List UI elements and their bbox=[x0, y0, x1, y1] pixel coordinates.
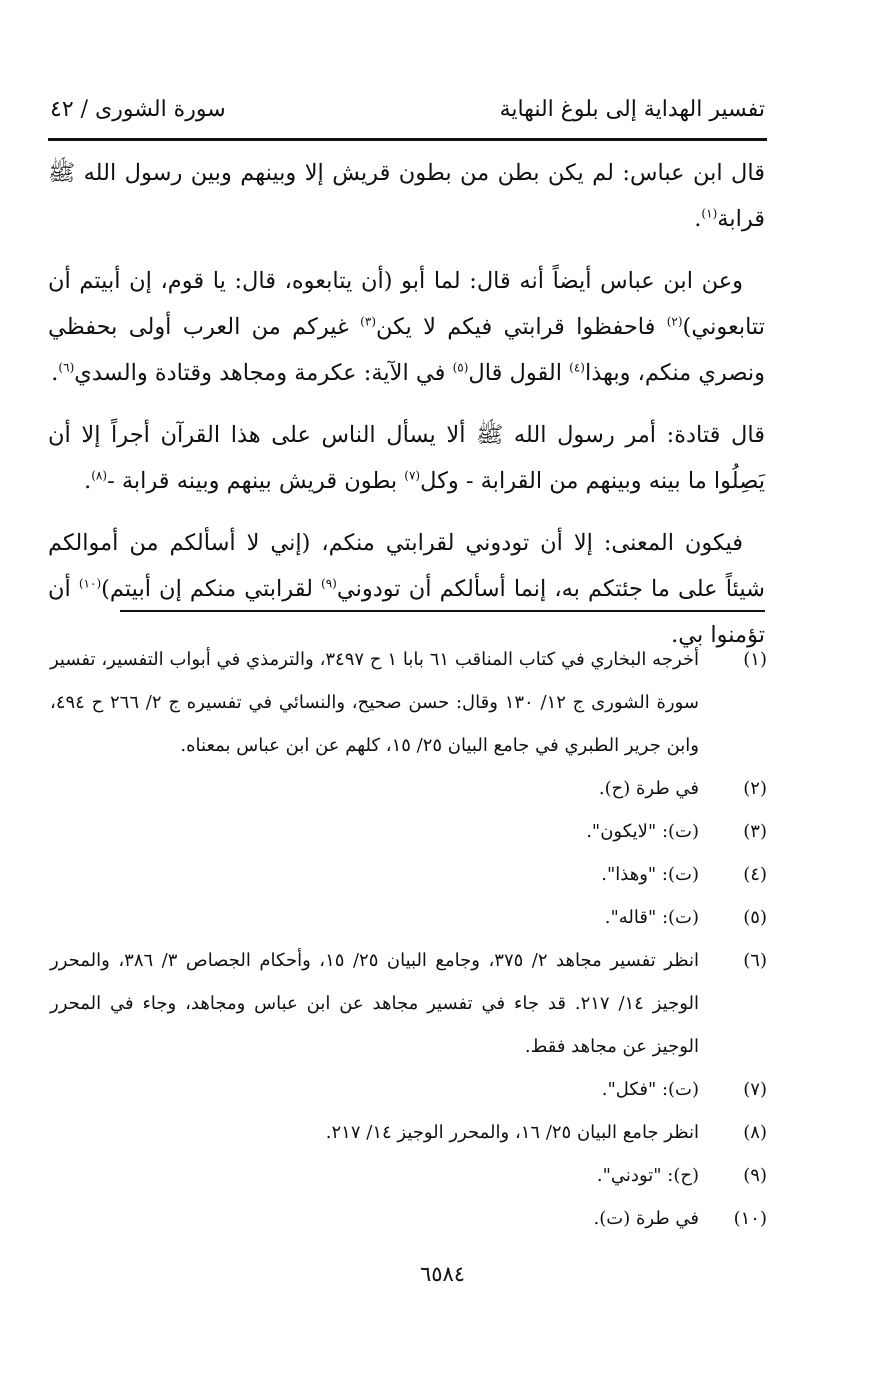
footnote-item bbox=[50, 1154, 767, 1197]
header-rule bbox=[48, 138, 767, 141]
footnote-item bbox=[50, 1068, 767, 1111]
text-segment: . bbox=[694, 206, 702, 232]
footnote-number: (١٠) bbox=[733, 1208, 767, 1229]
footnote-text: انظر تفسير مجاهد ٢/ ٣٧٥، وجامع البيان ٢٥/ ١٥، وأحكام الجصاص ٣/ ٣٨٦، والمحرر الوجيز ١٤/ ٢١٧. قد جاء في تفسير مجاهد عن ابن عباس ومجاهد، وجاء في المحرر الوجيز عن مجاهد فقط. bbox=[50, 950, 699, 1057]
paragraph-1 bbox=[48, 150, 765, 242]
text-segment: أن تؤمنوا بي. bbox=[48, 576, 765, 648]
footnote-number: (٧) bbox=[743, 1079, 767, 1100]
text-segment: لقرابتي منكم إن أبيتم) bbox=[101, 576, 322, 602]
text-segment: . bbox=[51, 360, 59, 386]
text-segment: القول قال bbox=[468, 360, 570, 386]
text-segment: فاحفظوا قرابتي فيكم لا يكن bbox=[376, 314, 667, 340]
footnote-number: (٦) bbox=[743, 950, 767, 971]
footnote-ref[interactable]: (٨) bbox=[91, 468, 108, 483]
footnote-item bbox=[50, 767, 767, 810]
paragraph-3 bbox=[48, 412, 765, 504]
main-text bbox=[48, 150, 765, 674]
footnote-ref[interactable]: (٣) bbox=[360, 314, 376, 329]
text-segment: بطون قريش بينهم وبينه قرابة - bbox=[107, 468, 405, 494]
footnote-ref[interactable]: (٦) bbox=[58, 360, 75, 375]
footnote-number: (٣) bbox=[743, 821, 767, 842]
paragraph-2 bbox=[48, 258, 765, 396]
footnote-ref[interactable]: (٢) bbox=[666, 314, 683, 329]
text-segment: غيركم من العرب أولى بحفظي ونصري منكم، وبهذا bbox=[48, 314, 765, 386]
footnote-number: (١) bbox=[743, 649, 767, 670]
footnote-number: (٤) bbox=[743, 864, 767, 885]
footnote-text: أخرجه البخاري في كتاب المناقب ٦١ بابا ١ ح ٣٤٩٧، والترمذي في أبواب التفسير، تفسير سورة الشورى ج ١٢/ ١٣٠ وقال: حسن صحيح، والنسائي في تفسيره ج ٢/ ٢٦٦ ح ٤٩٤، وابن جرير الطبري في جامع البيان ٢٥/ ١٥، كلهم عن ابن عباس بمعناه. bbox=[50, 649, 700, 756]
footnote-item bbox=[50, 896, 767, 939]
footnote-number: (٢) bbox=[743, 778, 767, 799]
footnote-ref[interactable]: (٧) bbox=[404, 468, 421, 483]
footnote-number: (٨) bbox=[743, 1122, 767, 1143]
footnote-text: (ت): "وهذا". bbox=[601, 864, 699, 885]
footnote-number: (٥) bbox=[743, 907, 767, 928]
footnote-text: (ت): "فكل". bbox=[601, 1079, 699, 1100]
footnote-ref[interactable]: (٤) bbox=[569, 360, 585, 375]
footnote-ref[interactable]: (١) bbox=[701, 206, 718, 221]
running-header bbox=[50, 95, 765, 125]
footnote-item bbox=[50, 1197, 767, 1240]
footnote-item bbox=[50, 810, 767, 853]
footnote-text: (ت): "لايكون". bbox=[586, 821, 699, 842]
footnote-text: في طرة (ت). bbox=[593, 1208, 699, 1229]
footnote-ref[interactable]: (٩) bbox=[321, 576, 337, 591]
footnote-item bbox=[50, 853, 767, 896]
footnote-number: (٩) bbox=[743, 1165, 767, 1186]
footnote-ref[interactable]: (١٠) bbox=[78, 576, 102, 591]
surah-label: سورة الشورى / ٤٢ bbox=[50, 97, 226, 122]
page-number: ٦٥٨٤ bbox=[419, 1262, 466, 1286]
footnotes bbox=[50, 638, 767, 1240]
text-segment: قال قتادة: أمر رسول الله ﷺ ألا يسأل الناس على هذا القرآن أجراً إلا أن يَصِلُوا ما بينه وبينهم من القرابة - وكل bbox=[48, 422, 765, 494]
footnote-text: (ح): "تودني". bbox=[596, 1165, 699, 1186]
text-segment: في الآية: عكرمة ومجاهد وقتادة والسدي bbox=[74, 360, 453, 386]
footnote-separator bbox=[120, 610, 765, 612]
footnote-text: في طرة (ح). bbox=[598, 778, 699, 799]
text-segment: . bbox=[84, 468, 92, 494]
text-segment: وعن ابن عباس أيضاً أنه قال: لما أبو (أن يتابعوه، قال: يا قوم، إن أبيتم أن تتابعوني) bbox=[48, 268, 765, 340]
footnote-text: (ت): "قاله". bbox=[604, 907, 699, 928]
footnote-item bbox=[50, 638, 767, 767]
footnote-ref[interactable]: (٥) bbox=[452, 360, 469, 375]
footnote-text: انظر جامع البيان ٢٥/ ١٦، والمحرر الوجيز ١٤/ ٢١٧. bbox=[325, 1122, 699, 1143]
text-segment: قال ابن عباس: لم يكن بطن من بطون قريش إلا وبينهم وبين رسول الله ﷺ قرابة bbox=[48, 160, 765, 232]
book-title: تفسير الهداية إلى بلوغ النهاية bbox=[499, 97, 765, 122]
footnote-item bbox=[50, 1111, 767, 1154]
text-segment: فيكون المعنى: إلا أن تودوني لقرابتي منكم، (إني لا أسألكم من أموالكم شيئاً على ما جئتكم به، إنما أسألكم أن تودوني bbox=[48, 530, 765, 602]
footnote-item bbox=[50, 939, 767, 1068]
